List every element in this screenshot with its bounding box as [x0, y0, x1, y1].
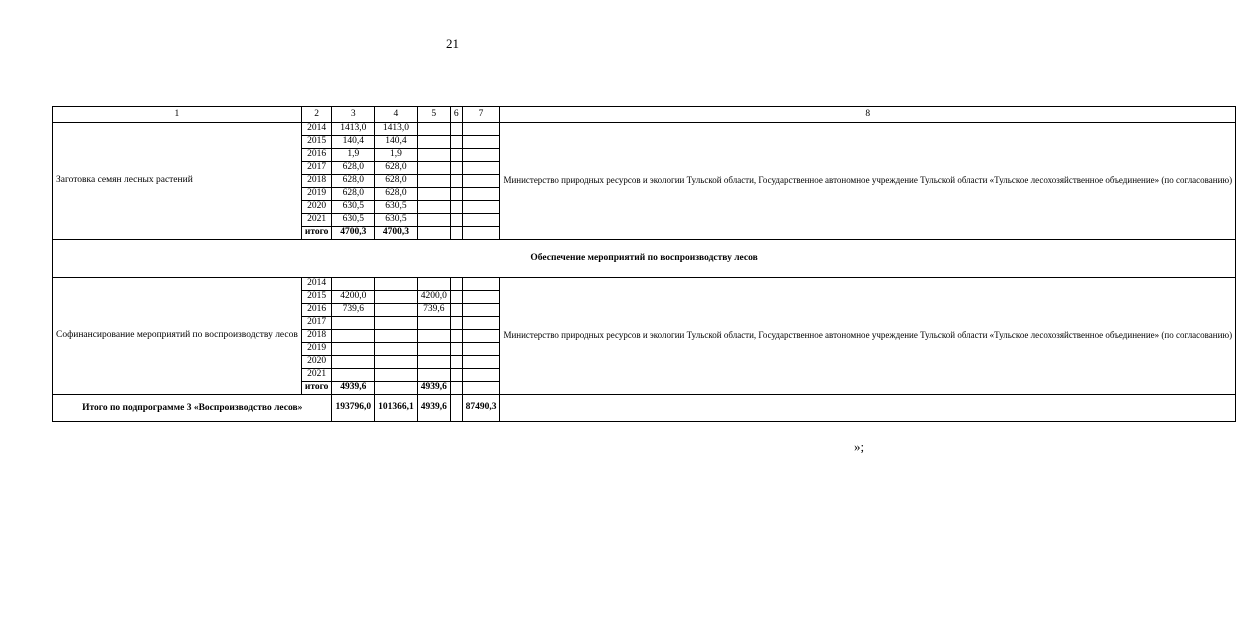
table-body [53, 107, 1236, 422]
col7-cell [462, 291, 500, 304]
page-number: 21 [446, 36, 459, 51]
col4-cell: 1,9 [375, 149, 418, 162]
col3-cell: 739,6 [332, 304, 375, 317]
year-cell: 2018 [301, 330, 332, 343]
col7-cell [462, 175, 500, 188]
year-cell: 2015 [301, 291, 332, 304]
col5-cell: 4200,0 [417, 291, 450, 304]
year-cell: 2014 [301, 278, 332, 291]
year-cell: 2020 [301, 356, 332, 369]
col7-cell [462, 149, 500, 162]
grand-total-col5: 4939,6 [417, 395, 450, 422]
col7-cell [462, 304, 500, 317]
col3-cell: 4200,0 [332, 291, 375, 304]
end-quote-mark: »; [854, 439, 865, 454]
col3-cell: 1,9 [332, 149, 375, 162]
total-label-cell: итого [301, 382, 332, 395]
col4-cell [375, 330, 418, 343]
total-col3-cell: 4700,3 [332, 227, 375, 240]
col6-cell [450, 149, 462, 162]
grand-total-label: Итого по подпрограмме 3 «Воспроизводство лесов» [53, 395, 332, 422]
col5-cell [417, 162, 450, 175]
col3-cell [332, 356, 375, 369]
grand-total-col6 [450, 395, 462, 422]
col5-cell [417, 278, 450, 291]
grand-total-row [53, 395, 1236, 422]
col5-cell [417, 369, 450, 382]
col3-cell: 628,0 [332, 162, 375, 175]
total-col4-cell [375, 382, 418, 395]
col4-cell: 140,4 [375, 136, 418, 149]
col4-cell [375, 343, 418, 356]
col4-cell: 630,5 [375, 214, 418, 227]
col4-cell: 1413,0 [375, 123, 418, 136]
col6-cell [450, 188, 462, 201]
col3-cell: 140,4 [332, 136, 375, 149]
total-col4-cell: 4700,3 [375, 227, 418, 240]
total-col6-cell [450, 227, 462, 240]
year-cell: 2016 [301, 304, 332, 317]
col7-cell [462, 201, 500, 214]
col3-cell [332, 343, 375, 356]
grand-total-col8 [500, 395, 1236, 422]
col5-cell [417, 330, 450, 343]
col7-cell [462, 162, 500, 175]
col6-cell [450, 317, 462, 330]
col4-cell [375, 304, 418, 317]
header-cell-3: 3 [332, 107, 375, 123]
col3-cell [332, 330, 375, 343]
header-cell-4: 4 [375, 107, 418, 123]
year-cell: 2019 [301, 188, 332, 201]
subprogram-table [52, 106, 1236, 422]
header-cell-1: 1 [53, 107, 302, 123]
col5-cell [417, 149, 450, 162]
year-cell: 2019 [301, 343, 332, 356]
col7-cell [462, 356, 500, 369]
activity-name-cell: Заготовка семян лесных растений [53, 123, 302, 240]
activity-name-cell: Софинансирование мероприятий по воспроизводству лесов [53, 278, 302, 395]
header-cell-8: 8 [500, 107, 1236, 123]
col3-cell: 1413,0 [332, 123, 375, 136]
grand-total-col3: 193796,0 [332, 395, 375, 422]
total-col7-cell [462, 227, 500, 240]
col7-cell [462, 123, 500, 136]
col6-cell [450, 291, 462, 304]
executor-cell: Министерство природных ресурсов и экологии Тульской области, Государственное автономное учреждение Тульской области «Тульское лесохозяйственное объединение» (по согласованию) [500, 123, 1236, 240]
year-cell: 2017 [301, 162, 332, 175]
header-cell-6: 6 [450, 107, 462, 123]
total-label-cell: итого [301, 227, 332, 240]
col3-cell: 630,5 [332, 214, 375, 227]
year-cell: 2016 [301, 149, 332, 162]
col6-cell [450, 136, 462, 149]
col7-cell [462, 317, 500, 330]
section-title-row [53, 240, 1236, 278]
col5-cell [417, 317, 450, 330]
col6-cell [450, 356, 462, 369]
year-cell: 2015 [301, 136, 332, 149]
col4-cell [375, 291, 418, 304]
col6-cell [450, 201, 462, 214]
col7-cell [462, 136, 500, 149]
col7-cell [462, 330, 500, 343]
col4-cell [375, 369, 418, 382]
col6-cell [450, 162, 462, 175]
col5-cell [417, 214, 450, 227]
year-cell: 2014 [301, 123, 332, 136]
col3-cell [332, 317, 375, 330]
table-row [53, 123, 1236, 136]
table-row [53, 278, 1236, 291]
col6-cell [450, 214, 462, 227]
col6-cell [450, 369, 462, 382]
col6-cell [450, 343, 462, 356]
section-title: Обеспечение мероприятий по воспроизводству лесов [53, 240, 1236, 278]
year-cell: 2021 [301, 369, 332, 382]
col6-cell [450, 330, 462, 343]
col4-cell [375, 317, 418, 330]
col5-cell [417, 175, 450, 188]
col4-cell: 628,0 [375, 175, 418, 188]
header-cell-2: 2 [301, 107, 332, 123]
grand-total-col4: 101366,1 [375, 395, 418, 422]
col7-cell [462, 278, 500, 291]
total-col7-cell [462, 382, 500, 395]
col7-cell [462, 214, 500, 227]
col4-cell: 628,0 [375, 162, 418, 175]
col6-cell [450, 123, 462, 136]
col3-cell [332, 369, 375, 382]
header-cell-5: 5 [417, 107, 450, 123]
col5-cell: 739,6 [417, 304, 450, 317]
col5-cell [417, 123, 450, 136]
total-col5-cell [417, 227, 450, 240]
col4-cell: 628,0 [375, 188, 418, 201]
col3-cell [332, 278, 375, 291]
col5-cell [417, 343, 450, 356]
col6-cell [450, 175, 462, 188]
col4-cell: 630,5 [375, 201, 418, 214]
year-cell: 2018 [301, 175, 332, 188]
grand-total-col7: 87490,3 [462, 395, 500, 422]
header-cell-7: 7 [462, 107, 500, 123]
header-row [53, 107, 1236, 123]
total-col5-cell: 4939,6 [417, 382, 450, 395]
year-cell: 2017 [301, 317, 332, 330]
col5-cell [417, 201, 450, 214]
col7-cell [462, 188, 500, 201]
col7-cell [462, 343, 500, 356]
col4-cell [375, 356, 418, 369]
col5-cell [417, 356, 450, 369]
total-col6-cell [450, 382, 462, 395]
year-cell: 2020 [301, 201, 332, 214]
total-col3-cell: 4939,6 [332, 382, 375, 395]
col5-cell [417, 136, 450, 149]
col5-cell [417, 188, 450, 201]
col6-cell [450, 304, 462, 317]
col3-cell: 630,5 [332, 201, 375, 214]
col7-cell [462, 369, 500, 382]
col6-cell [450, 278, 462, 291]
col3-cell: 628,0 [332, 188, 375, 201]
col3-cell: 628,0 [332, 175, 375, 188]
year-cell: 2021 [301, 214, 332, 227]
executor-cell: Министерство природных ресурсов и экологии Тульской области, Государственное автономное учреждение Тульской области «Тульское лесохозяйственное объединение» (по согласованию) [500, 278, 1236, 395]
col4-cell [375, 278, 418, 291]
